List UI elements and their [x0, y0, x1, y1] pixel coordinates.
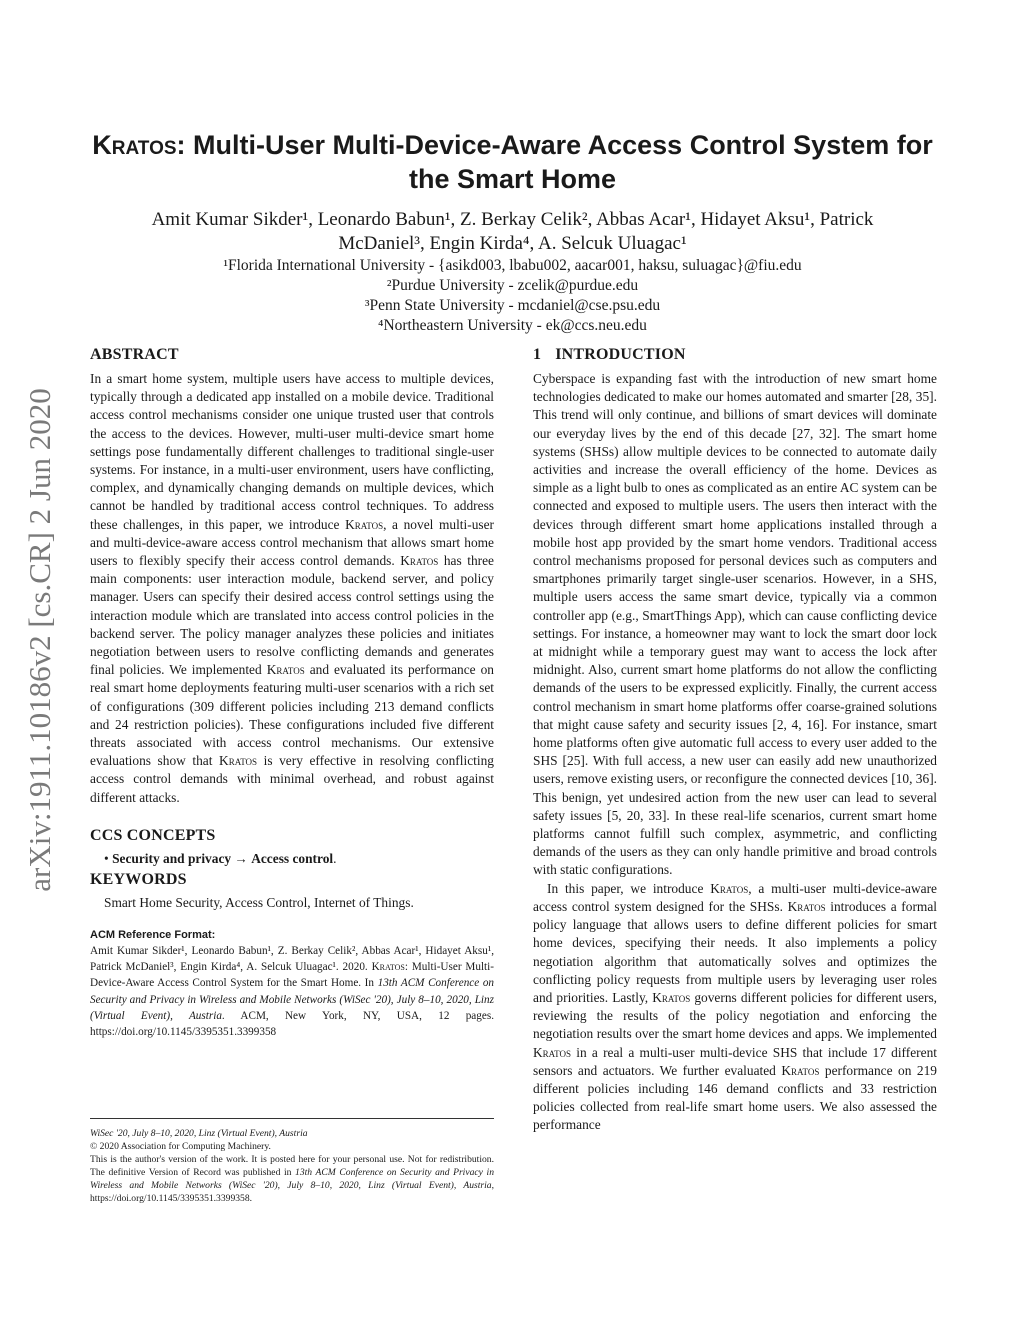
introduction-heading: 1 INTRODUCTION — [533, 346, 686, 363]
ccs-heading: CCS CONCEPTS — [90, 826, 216, 844]
arxiv-identifier: arXiv:1911.10186v2 [cs.CR] 2 Jun 2020 — [22, 388, 57, 892]
left-column — [90, 346, 494, 1041]
paper-title — [90, 128, 935, 196]
intro-paragraph-1: Cyberspace is expanding fast with the introduction of new smart home technologies dedicated to make our homes automated and smarter [28, 35]. This trend will only continue, and billions of smart devices will dominate our everyday lives by the end of this decade [27, 32]. The smart home systems (SHSs) allow multiple devices to be connected to automate daily activities and increase the overall efficiency of the home. Devices as simple as a light bulb to ones as complicated as an entire AC system can be connected and exposed to multiple users. The users then interact with the devices through different smart home applications installed through a mobile host app provided by the smart home vendors. Traditional access control mechanisms proposed for personal devices such as computers and smartphones primarily target single-user scenarios. However, in a SHS, multiple users access the same smart device, typically via a common controller app (e.g., SmartThings App), which can cause conflicting device settings. For instance, a homeowner may want to lock the smart door lock at midnight while a temporary guest may want to access the lock after midnight. Also, current smart home platforms do not allow the conflicting demands of the users to be expressed explicitly. Finally, the current access control mechanism in smart home platforms offer coarse-grained solutions that might cause safety and security issues [2, 4, 16]. For instance, smart home platforms often give automatic full access to every user added to the SHS [25]. With full access, a new user can easily add new unauthorized users, remove existing users, or reconfigure the connected devices [10, 36]. This benign, yet undesired action from the new user can lead to several safety issues [5, 20, 33]. In these real-life scenarios, current smart home platforms cannot fulfill such complex, asymmetric, and conflicting demands of the users as they can only handle primitive and broad controls with static configurations. — [533, 371, 937, 878]
affiliation-2: ²Purdue University - zcelik@purdue.edu — [386, 277, 639, 294]
keywords-text: Smart Home Security, Access Control, Internet of Things. — [104, 894, 414, 910]
title-system-name: Kratos — [92, 130, 177, 160]
affiliation-4: ⁴Northeastern University - ek@ccs.neu.edu — [378, 317, 647, 334]
abstract-text: In a smart home system, multiple users have access to multiple devices, typically through a dedicated app installed on a mobile device. Traditional access control mechanisms consider one unique trusted user that controls the access to the devices. However, multi-user multi-device smart home settings pose fundamentally different challenges to traditional single-user systems. For instance, in a multi-user environment, users have conflicting, complex, and dynamically changing demands on multiple devices, which cannot be handled by traditional access control techniques. To address these challenges, in this paper, we introduce Kratos, a novel multi-user and multi-device-aware access control mechanism that allows smart home users to flexibly specify their access control demands. Kratos has three main components: user interaction module, backend server, and policy manager. Users can specify their desired access control settings using the interaction module which are translated into access control policies in the backend server. The policy manager analyzes these policies and initiates negotiation between users to resolve conflicting demands and generates final policies. We implemented Kratos and evaluated its performance on real smart home deployments featuring multi-user scenarios with a rich set of configurations (309 different policies including 213 demand conflicts and 24 restriction policies). These configurations included five different threats associated with access control mechanisms. Our extensive evaluations show that Kratos is very effective in resolving conflicting access control demands with minimal overhead, and robust against different attacks. — [90, 371, 494, 805]
footnote-copyright: © 2020 Association for Computing Machinery. — [90, 1141, 271, 1152]
footnote-notice: This is the author's version of the work. It is posted here for your personal use. Not for redistribution. The definitive Version of Record was published in 13th ACM Conference on Security and Privacy in Wireless and Mobile Networks (WiSec '20), July 8–10, 2020, Linz (Virtual Event), Austria, https://doi.org/10.1145/3395351.3399358. — [90, 1154, 494, 1204]
authors-line-1: Amit Kumar Sikder¹, Leonardo Babun¹, Z. Berkay Celik², Abbas Acar¹, Hidayet Aksu¹, Patrick — [151, 209, 874, 230]
arxiv-sidebar — [10, 320, 70, 960]
author-list — [110, 208, 915, 256]
ccs-concept: • Security and privacy → Access control. — [104, 850, 337, 866]
authors-line-2: McDaniel³, Engin Kirda⁴, A. Selcuk Uluagac¹ — [338, 233, 687, 254]
title-text: : Multi-User Multi-Device-Aware Access Control System for the Smart Home — [176, 130, 933, 194]
footnote-divider — [90, 1118, 494, 1119]
affiliation-1: ¹Florida International University - {asikd003, lbabu002, aacar001, haksu, suluagac}@fiu.edu — [223, 257, 802, 274]
affiliations — [110, 256, 915, 336]
footnote-venue: WiSec '20, July 8–10, 2020, Linz (Virtual Event), Austria — [90, 1128, 308, 1139]
keywords-heading: KEYWORDS — [90, 870, 187, 888]
affiliation-3: ³Penn State University - mcdaniel@cse.psu.edu — [364, 297, 661, 314]
acm-reference-heading: ACM Reference Format: — [90, 928, 216, 941]
abstract-heading: ABSTRACT — [90, 346, 179, 363]
acm-reference-text: Amit Kumar Sikder¹, Leonardo Babun¹, Z. Berkay Celik², Abbas Acar¹, Hidayet Aksu¹, Patrick McDaniel³, Engin Kirda⁴, A. Selcuk Uluagac¹. 2020. Kratos: Multi-User Multi-Device-Aware Access Control System for the Smart Home. In 13th ACM Conference on Security and Privacy in Wireless and Mobile Networks (WiSec '20), July 8–10, 2020, Linz (Virtual Event), Austria. ACM, New York, NY, USA, 12 pages. https://doi.org/10.1145/3395351.3399358 — [90, 944, 495, 1039]
intro-paragraph-2: In this paper, we introduce Kratos, a multi-user multi-device-aware access control system designed for the SHSs. Kratos introduces a formal policy language that allows users to define different policies for smart home devices, specifying their needs. It also implements a policy negotiation algorithm that automatically solves and optimizes the conflicting policy requests from multiple users by leveraging user roles and priorities. Lastly, Kratos governs different policies for different users, reviewing the results of the policy negotiation and enforcing the negotiation results over the smart home devices and apps. We implemented Kratos in a real a multi-user multi-device SHS that include 17 different sensors and actuators. We further evaluated Kratos performance on 219 different policies including 146 demand conflicts and 33 restriction policies collected from real-life smart home users. We also assessed the performance — [533, 880, 938, 1133]
copyright-footnote — [90, 1118, 494, 1205]
right-column — [533, 346, 937, 1135]
